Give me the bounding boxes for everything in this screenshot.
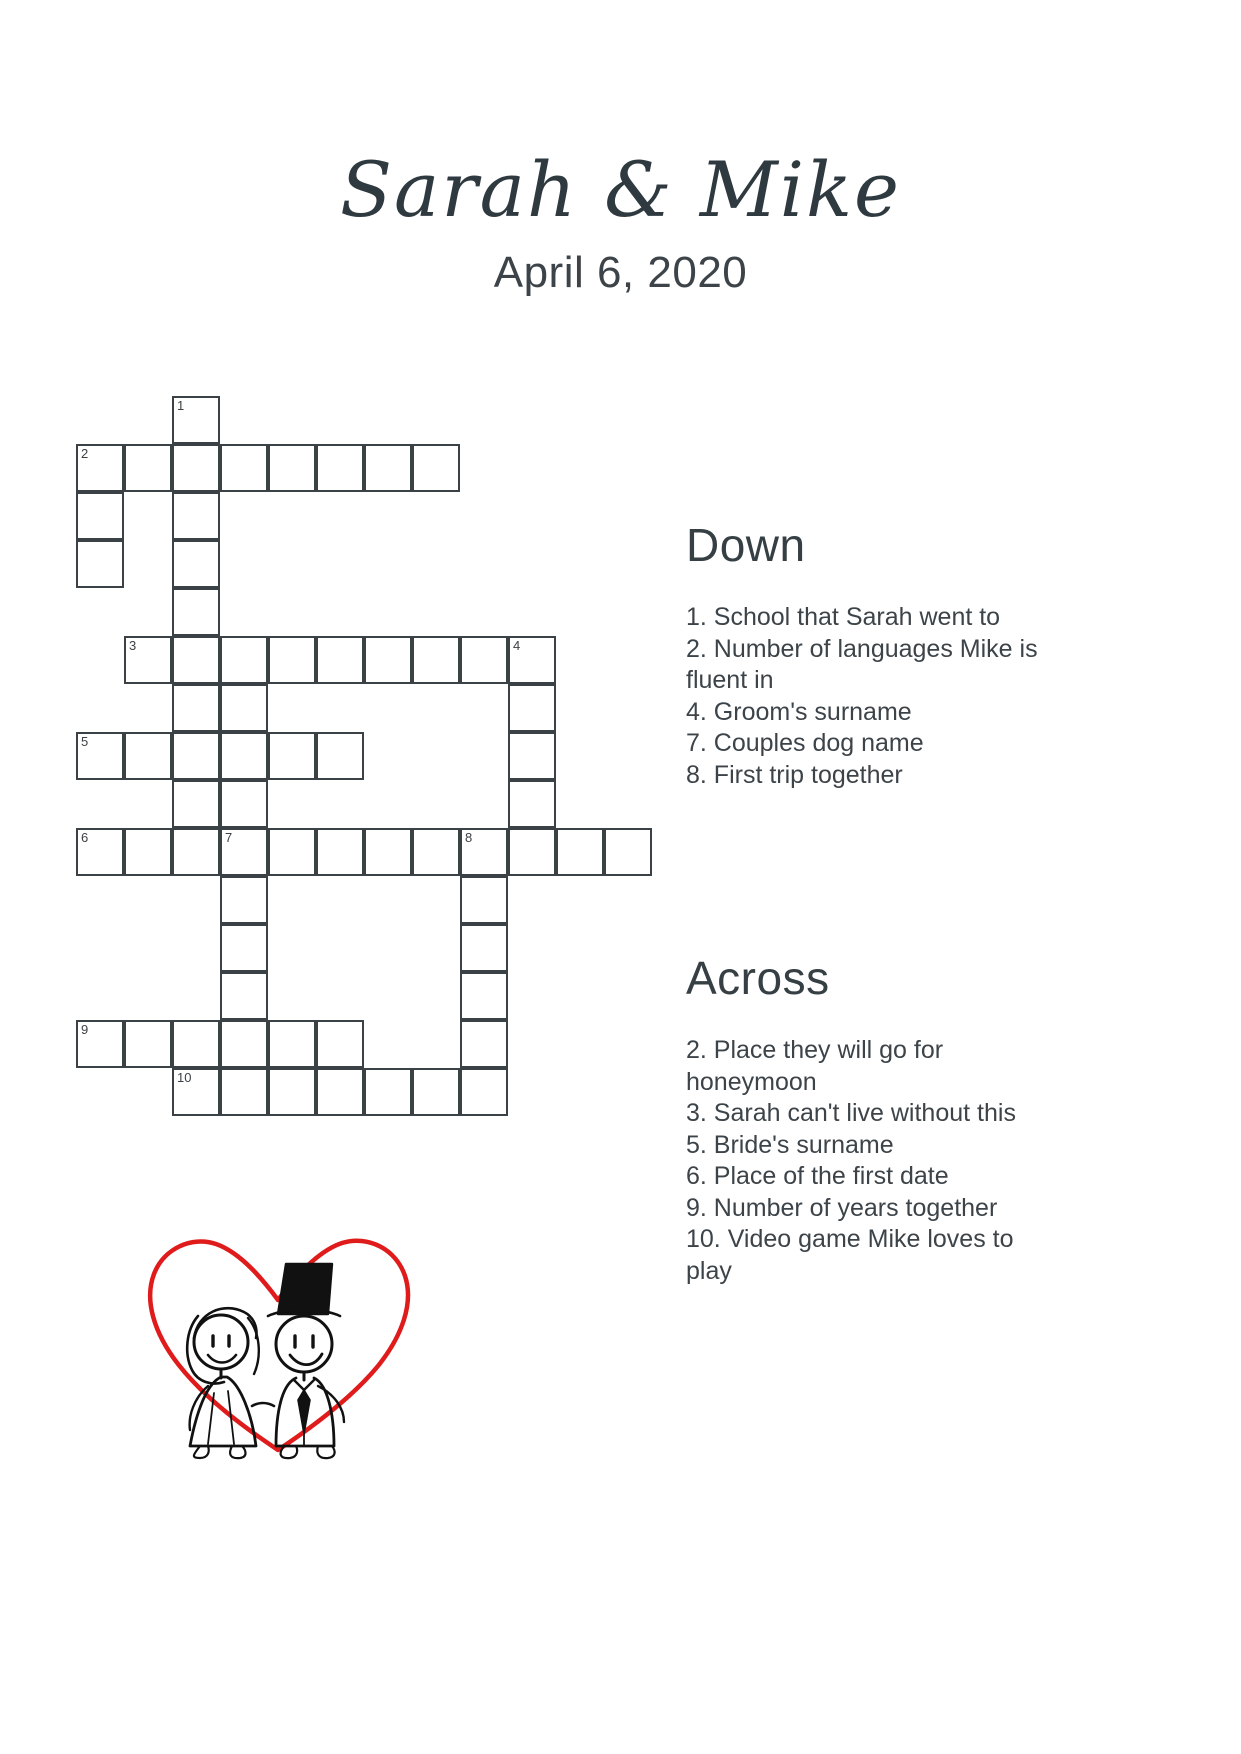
crossword-cell[interactable] xyxy=(364,444,412,492)
crossword-cell[interactable] xyxy=(124,828,172,876)
crossword-cell[interactable] xyxy=(220,828,268,876)
crossword-cell[interactable] xyxy=(508,684,556,732)
crossword-cell[interactable] xyxy=(124,1020,172,1068)
crossword-cell-number: 8 xyxy=(465,830,473,845)
crossword-cell[interactable] xyxy=(412,636,460,684)
crossword-cell[interactable] xyxy=(412,1068,460,1116)
crossword-cell[interactable] xyxy=(412,444,460,492)
crossword-cell[interactable] xyxy=(172,1068,220,1116)
crossword-cell[interactable] xyxy=(364,828,412,876)
down-clue-list xyxy=(686,602,1046,791)
crossword-cell[interactable] xyxy=(172,636,220,684)
crossword-cell[interactable] xyxy=(268,1068,316,1116)
crossword-cell[interactable] xyxy=(76,828,124,876)
crossword-cell[interactable] xyxy=(460,876,508,924)
crossword-cell[interactable] xyxy=(76,1020,124,1068)
crossword-cell[interactable] xyxy=(316,1020,364,1068)
crossword-cell[interactable] xyxy=(124,732,172,780)
down-clue-item: 1. School that Sarah went to xyxy=(686,603,1001,631)
across-clue-item: 5. Bride's surname xyxy=(686,1130,894,1159)
crossword-cell[interactable] xyxy=(76,540,124,588)
across-heading: Across xyxy=(686,952,830,1004)
crossword-cell[interactable] xyxy=(268,1020,316,1068)
crossword-cell[interactable] xyxy=(508,828,556,876)
crossword-cell-number: 3 xyxy=(129,638,137,653)
crossword-cell[interactable] xyxy=(220,972,268,1020)
crossword-cell-number: 5 xyxy=(81,734,89,749)
crossword-cell[interactable] xyxy=(460,828,508,876)
crossword-cell[interactable] xyxy=(268,732,316,780)
bride-and-groom-heart-illustration xyxy=(128,1178,428,1468)
crossword-cell[interactable] xyxy=(220,636,268,684)
crossword-cell[interactable] xyxy=(172,540,220,588)
crossword-cell[interactable] xyxy=(316,732,364,780)
crossword-cell[interactable] xyxy=(412,828,460,876)
crossword-cell[interactable] xyxy=(316,1068,364,1116)
crossword-cell[interactable] xyxy=(220,684,268,732)
across-clue-item: 2. Place they will go for honeymoon xyxy=(686,1036,944,1096)
crossword-cell[interactable] xyxy=(508,732,556,780)
crossword-cell[interactable] xyxy=(220,924,268,972)
crossword-cell[interactable] xyxy=(508,780,556,828)
down-clue-item: 7. Couples dog name xyxy=(686,729,924,757)
down-clue-item: 4. Groom's surname xyxy=(686,697,912,726)
couple-names-title: Sarah & Mike xyxy=(339,145,902,234)
crossword-cell-number: 7 xyxy=(225,830,233,845)
crossword-cell[interactable] xyxy=(172,492,220,540)
crossword-cell-number: 10 xyxy=(177,1070,192,1085)
crossword-cell-number: 4 xyxy=(513,638,521,653)
across-clue-item: 10. Video game Mike loves to play xyxy=(686,1225,1014,1285)
crossword-cell[interactable] xyxy=(364,636,412,684)
across-clues-panel xyxy=(686,952,1046,1287)
crossword-cell[interactable] xyxy=(316,444,364,492)
crossword-cell-number: 9 xyxy=(81,1022,89,1037)
crossword-cell[interactable] xyxy=(172,444,220,492)
crossword-cell[interactable] xyxy=(460,636,508,684)
down-heading: Down xyxy=(686,519,806,571)
crossword-cell[interactable] xyxy=(316,636,364,684)
crossword-cell[interactable] xyxy=(220,1020,268,1068)
crossword-cell-number: 1 xyxy=(177,398,185,413)
page-header xyxy=(0,145,1241,298)
crossword-cell[interactable] xyxy=(172,780,220,828)
crossword-cell[interactable] xyxy=(460,924,508,972)
crossword-cell[interactable] xyxy=(460,972,508,1020)
crossword-cell[interactable] xyxy=(172,588,220,636)
crossword-cell[interactable] xyxy=(124,444,172,492)
crossword-cell[interactable] xyxy=(172,684,220,732)
crossword-cell[interactable] xyxy=(268,444,316,492)
crossword-cell[interactable] xyxy=(172,828,220,876)
crossword-cell[interactable] xyxy=(220,780,268,828)
crossword-cell[interactable] xyxy=(220,876,268,924)
crossword-cell[interactable] xyxy=(76,444,124,492)
crossword-cell-number: 2 xyxy=(81,446,89,461)
crossword-cell[interactable] xyxy=(316,828,364,876)
across-clue-item: 3. Sarah can't live without this xyxy=(686,1099,1016,1127)
crossword-cell-number: 6 xyxy=(81,830,89,845)
crossword-cell[interactable] xyxy=(76,492,124,540)
crossword-cell[interactable] xyxy=(604,828,652,876)
crossword-cell[interactable] xyxy=(460,1020,508,1068)
across-clue-item: 6. Place of the first date xyxy=(686,1162,949,1190)
crossword-cell[interactable] xyxy=(124,636,172,684)
crossword-cell[interactable] xyxy=(220,1068,268,1116)
crossword-cell[interactable] xyxy=(556,828,604,876)
crossword-grid[interactable] xyxy=(76,396,656,1096)
down-clue-item: 8. First trip together xyxy=(686,760,903,789)
down-clues-panel xyxy=(686,519,1046,791)
crossword-cell[interactable] xyxy=(220,732,268,780)
crossword-cell[interactable] xyxy=(364,1068,412,1116)
crossword-cell[interactable] xyxy=(508,636,556,684)
down-clue-item: 2. Number of languages Mike is fluent in xyxy=(686,634,1038,694)
wedding-date: April 6, 2020 xyxy=(493,247,748,297)
crossword-cell[interactable] xyxy=(76,732,124,780)
crossword-cell[interactable] xyxy=(172,1020,220,1068)
crossword-cell[interactable] xyxy=(268,828,316,876)
across-clue-list xyxy=(686,1035,1046,1287)
crossword-cell[interactable] xyxy=(268,636,316,684)
crossword-cell[interactable] xyxy=(172,732,220,780)
crossword-cell[interactable] xyxy=(172,396,220,444)
crossword-cell[interactable] xyxy=(220,444,268,492)
crossword-cell[interactable] xyxy=(460,1068,508,1116)
across-clue-item: 9. Number of years together xyxy=(686,1193,998,1222)
